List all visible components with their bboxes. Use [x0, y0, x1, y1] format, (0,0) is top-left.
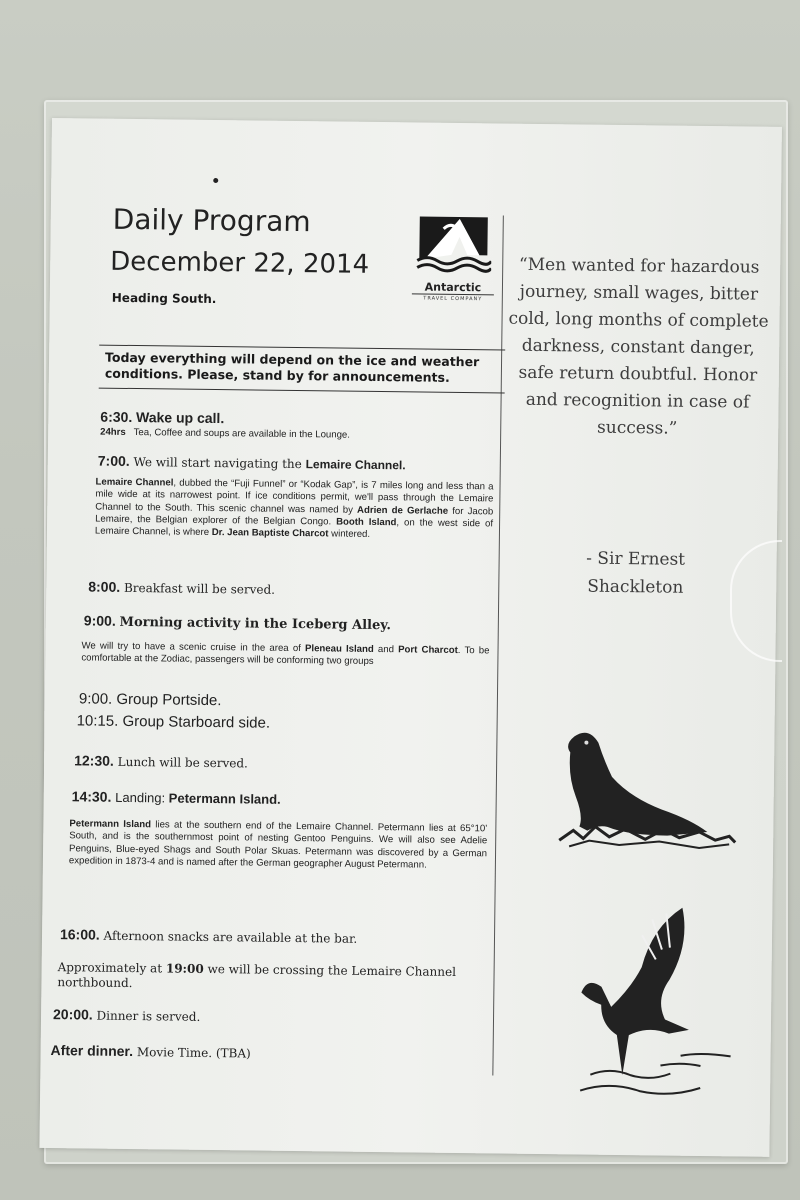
program-date: December 22, 2014 — [110, 246, 370, 280]
gerlache-name: Adrien de Gerlache — [357, 504, 449, 517]
petermann-paragraph — [69, 818, 488, 872]
dinner-time: 20:00. — [52, 1006, 93, 1023]
petermann-text: lies at the southern end of the Lemaire Channel. Petermann lies at 65°10’ South, and is the southernmost point of nesting Gentoo Penguins. We will also see Adelie Penguins, Blue-eyed Shags and South Polar Skuas. Petermann was discovered by a German expedition in 1873-4 and is named after the German geographer August Petermann. — [68, 819, 488, 871]
antarctic-logo-icon — [415, 214, 492, 275]
snacks-text: Afternoon snacks are available at the bar. — [103, 928, 358, 946]
heading-subtitle: Heading South. — [111, 290, 217, 307]
lunch-item — [74, 752, 248, 770]
lemaire-text-1: , dubbed the “Fuji Funnel” or “Kodak Gap”, is 7 miles long and less than a mile wide at its narrowest point. If ice conditions permit, we'll pass through the Lemaire Channel to the South. This scenic channel was named by — [95, 477, 494, 516]
group-starboard: 10:15. Group Starboard side. — [76, 712, 271, 732]
dinner-item — [53, 1006, 200, 1024]
lemaire-text-2: for Jacob Lemaire, the Belgian explorer of the Belgian Congo. — [95, 505, 494, 528]
breakfast-time: 8:00. — [88, 578, 121, 595]
snacks-item — [60, 926, 357, 946]
crossing-time: 19:00 — [165, 961, 204, 976]
charcot-name: Dr. Jean Baptiste Charcot — [211, 527, 329, 540]
crossing-item — [57, 960, 481, 995]
lunch-time: 12:30. — [74, 752, 114, 769]
breakfast-text: Breakfast will be served. — [123, 580, 276, 597]
booth-name: Booth Island — [336, 516, 397, 529]
landing-text: Landing: — [115, 789, 169, 806]
pleneau-name: Pleneau Island — [304, 643, 374, 655]
lemaire-name: Lemaire Channel — [95, 476, 174, 489]
wake-up-item — [100, 409, 224, 427]
announcement-box: Today everything will depend on the ice and weather conditions. Please, stand by for announcements. — [99, 345, 506, 394]
lounge-text: Tea, Coffee and soups are available in the Lounge. — [133, 427, 351, 441]
landing-place: Petermann Island. — [168, 790, 281, 807]
cruise-text-3: . To be comfortable at the Zodiac, passengers will be conforming two groups — [81, 644, 490, 668]
petermann-name: Petermann Island — [69, 818, 152, 831]
cruise-text-1: We will try to have a scenic cruise in the area of — [81, 640, 306, 655]
morning-time: 9:00. — [83, 612, 116, 629]
breakfast-item — [88, 578, 275, 596]
after-dinner-label: After dinner. — [50, 1042, 134, 1060]
lemaire-text-3: , on the west side of Lemaire Channel, is where — [94, 517, 494, 539]
nav-place: Lemaire Channel. — [305, 457, 406, 473]
morning-title: Morning activity in the Iceberg Alley. — [119, 614, 391, 634]
page-title: Daily Program — [112, 202, 311, 239]
snacks-time: 16:00. — [59, 926, 100, 943]
quote-author-line1: - Sir Ernest — [586, 548, 686, 570]
column-divider — [492, 216, 504, 1076]
cruise-paragraph — [81, 640, 489, 670]
crossing-text-1: Approximately at — [57, 960, 166, 976]
after-dinner-text: Movie Time. (TBA) — [136, 1045, 251, 1061]
after-dinner-item — [51, 1042, 251, 1060]
skua-bird-illustration-icon — [530, 904, 752, 1107]
lemaire-paragraph — [95, 477, 494, 543]
lunch-text: Lunch will be served. — [117, 754, 249, 771]
dinner-text: Dinner is served. — [96, 1008, 201, 1024]
daily-program-sheet — [39, 118, 782, 1157]
antarctic-logo — [412, 214, 495, 302]
cruise-text-2: and — [373, 643, 399, 656]
lounge-item — [100, 427, 350, 441]
nav-text: We will start navigating the — [133, 455, 306, 472]
group-portside: 9:00. Group Portside. — [78, 690, 222, 710]
landing-item — [72, 788, 281, 807]
wake-title: Wake up call. — [136, 409, 225, 427]
quote-author-line2: Shackleton — [587, 576, 684, 598]
morning-activity-item — [84, 612, 391, 633]
ink-dot — [213, 178, 218, 183]
seal-illustration-icon — [549, 722, 751, 854]
landing-time: 14:30. — [71, 788, 112, 805]
shackleton-quote: “Men wanted for hazardous journey, small wages, bitter cold, long months of complete darkness, constant danger, safe return doubtful. Honor and recognition in case of success.” — [508, 254, 769, 439]
crossing-text-2: we will be crossing the Lemaire Channel northbound. — [57, 961, 457, 991]
quote-author — [504, 544, 767, 603]
lounge-label: 24hrs — [100, 426, 126, 438]
navigation-item — [98, 453, 406, 473]
wake-time: 6:30. — [100, 408, 133, 426]
lemaire-text-4: wintered. — [328, 528, 371, 541]
port-charcot-name: Port Charcot — [398, 644, 458, 656]
logo-brand-name: Antarctic — [424, 280, 482, 295]
logo-tagline: TRAVEL COMPANY — [412, 293, 494, 302]
nav-time: 7:00. — [97, 452, 130, 469]
